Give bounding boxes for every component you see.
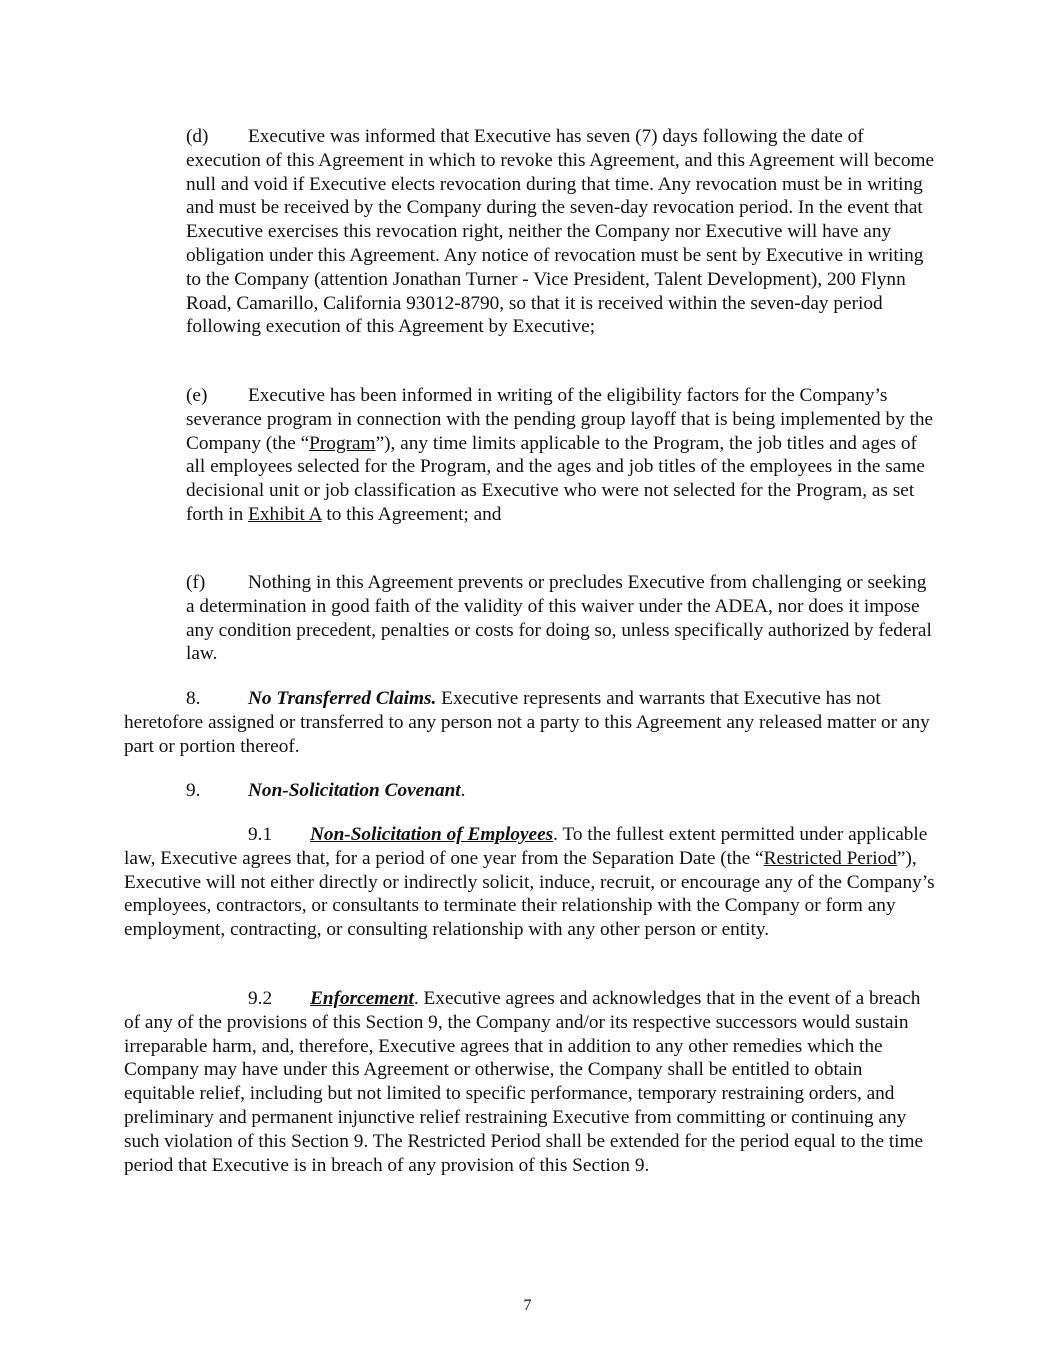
section-8-text: Executive represents and warrants that Executive has not heretofore assigned or transferred to any person not a party to this Agreement any released matter or any part or portion thereof. bbox=[124, 688, 930, 757]
section-9-1-number: 9.1 bbox=[248, 824, 273, 845]
section-9-1-text-2: ”), Executive will not either directly or indirectly solicit, induce, recruit, or encourage any of the Company’s employees, contractors, or consultants to terminate their relationship with the Company or form any employment, contracting, or consulting relationship with any other person or entity. bbox=[124, 847, 935, 941]
section-9-2-heading: Enforcement bbox=[310, 988, 414, 1009]
section-9-1-text-1: . To the fullest extent permitted under applicable law, Executive agrees that, for a period of one year from the Separation Date (the “ bbox=[124, 824, 928, 869]
section-9-heading: Non-Solicitation Covenant bbox=[248, 780, 461, 801]
section-9-heading-line bbox=[124, 779, 936, 803]
program-term: Program bbox=[309, 432, 376, 454]
section-9-number: 9. bbox=[186, 780, 201, 801]
paragraph-f-label: (f) bbox=[186, 572, 206, 593]
paragraph-e-text-2: ”), any time limits applicable to the Program, the job titles and ages of all employees selected for the Program, and the ages and job titles of the employees in the same decisional unit or job classification as Executive who were not selected for the Program, as set forth in bbox=[186, 432, 925, 525]
section-9-2-text: . Executive agrees and acknowledges that in the event of a breach of any of the provisions of this Section 9, the Company and/or its respective successors would sustain irreparable harm, and, therefore, Executive agrees that in addition to any other remedies which the Company may have under this Agreement or otherwise, the Company shall be entitled to obtain equitable relief, including but not limited to specific performance, temporary restraining orders, and preliminary and permanent injunctive relief restraining Executive from committing or continuing any such violation of this Section 9. The Restricted Period shall be extended for the period equal to the time period that Executive is in breach of any provision of this Section 9. bbox=[124, 988, 924, 1176]
restricted-period-term: Restricted Period bbox=[763, 847, 897, 869]
exhibit-a-reference: Exhibit A bbox=[248, 503, 322, 525]
section-9-1 bbox=[124, 823, 936, 942]
paragraph-e bbox=[186, 384, 936, 527]
section-8-heading: No Transferred Claims. bbox=[248, 688, 437, 709]
section-9-1-heading: Non-Solicitation of Employees bbox=[310, 824, 554, 845]
section-8 bbox=[124, 687, 936, 758]
paragraph-d-text: Executive was informed that Executive has seven (7) days following the date of execution of this Agreement in which to revoke this Agreement, and this Agreement will become null and void if Executive elects revocation during that time. Any revocation must be in writing and must be received by the Company during the seven-day revocation period. In the event that Executive exercises this revocation right, neither the Company nor Executive will have any obligation under this Agreement. Any notice of revocation must be sent by Executive in writing to the Company (attention Jonathan Turner - Vice President, Talent Development), 200 Flynn Road, Camarillo, California 93012-8790, so that it is received within the seven-day period following execution of this Agreement by Executive; bbox=[186, 126, 935, 338]
paragraph-e-label: (e) bbox=[186, 385, 208, 406]
section-9-2 bbox=[124, 987, 936, 1177]
section-9-2-number: 9.2 bbox=[248, 988, 273, 1009]
paragraph-d-label: (d) bbox=[186, 126, 209, 147]
paragraph-d bbox=[186, 125, 936, 339]
paragraph-e-text-3: to this Agreement; and bbox=[321, 503, 502, 525]
paragraph-e-text-1: Executive has been informed in writing of the eligibility factors for the Company’s severance program in connection with the pending group layoff that is being implemented by the Company (the “ bbox=[186, 385, 934, 454]
section-8-number: 8. bbox=[186, 688, 201, 709]
paragraph-f-text: Nothing in this Agreement prevents or precludes Executive from challenging or seeking a determination in good faith of the validity of this waiver under the ADEA, nor does it impose any condition precedent, penalties or costs for doing so, unless specifically authorized by federal law. bbox=[186, 572, 932, 665]
page-number: 7 bbox=[523, 1297, 532, 1314]
section-9-period: . bbox=[460, 780, 466, 801]
paragraph-f bbox=[186, 571, 936, 666]
